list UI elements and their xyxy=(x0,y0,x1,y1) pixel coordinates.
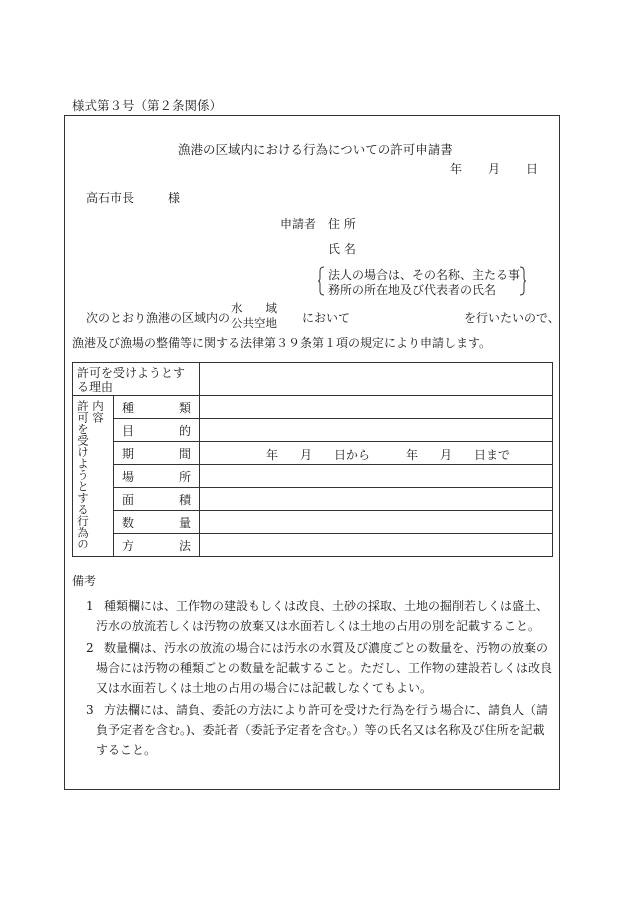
period-month1: 月 xyxy=(300,448,313,462)
purpose-input[interactable] xyxy=(200,419,553,442)
area-input[interactable] xyxy=(200,488,553,511)
place-label-cell: 場 所 xyxy=(114,465,200,488)
period-month2: 月 xyxy=(440,448,453,462)
area-label-cell: 面 積 xyxy=(114,488,200,511)
notes-heading: 備考 xyxy=(72,574,97,588)
reason-input[interactable] xyxy=(200,363,553,396)
purpose-label-cell: 目 的 xyxy=(114,419,200,442)
type-label-cell: 種 類 xyxy=(114,396,200,419)
corporate-note xyxy=(318,266,526,296)
reason-label: 許可を受けようとする理由 xyxy=(77,366,186,394)
application-table xyxy=(72,362,553,557)
body-text-1c: を行いたいので、 xyxy=(464,311,560,325)
applicant-label: 申請者 xyxy=(280,217,317,231)
recipient-honorific: 様 xyxy=(168,191,181,205)
corporate-note-line2: 務所の所在地及び代表者の氏名 xyxy=(328,283,497,297)
recipient-name: 高石市長 xyxy=(86,191,135,205)
corporate-note-line1: 法人の場合は、その名称、主たる事 xyxy=(328,268,521,282)
name-label: 氏 名 xyxy=(328,242,356,256)
date-month: 月 xyxy=(488,162,501,176)
place-input[interactable] xyxy=(200,465,553,488)
form-number: 様式第３号（第２条関係） xyxy=(72,98,223,113)
body-text-2: 漁港及び漁場の整備等に関する法律第３９条第１項の規定により申請します。 xyxy=(72,336,492,350)
type-input[interactable] xyxy=(200,396,553,419)
body-text-1a: 次のとおり漁港の区域内の xyxy=(86,311,231,325)
period-day1: 日から xyxy=(334,448,371,462)
option-water-area: 水 域 xyxy=(231,301,277,315)
form-title: 漁港の区域内における行為についての許可申請書 xyxy=(178,142,453,157)
quantity-label-cell: 数 量 xyxy=(114,511,200,534)
reason-label-cell xyxy=(73,363,200,396)
group-label-part1: 許可を受けようとする行為の xyxy=(76,400,90,550)
quantity-input[interactable] xyxy=(200,511,553,534)
method-label-cell: 方 法 xyxy=(114,534,200,557)
period-input[interactable] xyxy=(200,442,553,465)
group-label-part2: 内容 xyxy=(91,400,105,423)
date-year: 年 xyxy=(450,162,463,176)
period-year2: 年 xyxy=(406,448,419,462)
group-label-cell xyxy=(73,396,114,557)
body-text-1b: において xyxy=(302,311,351,325)
period-label-cell: 期 間 xyxy=(114,442,200,465)
period-day2: 日まで xyxy=(474,448,511,462)
date-day: 日 xyxy=(526,162,539,176)
option-public-land: 公共空地 xyxy=(231,316,277,330)
period-year1: 年 xyxy=(266,448,279,462)
method-input[interactable] xyxy=(200,534,553,557)
address-label: 住 所 xyxy=(328,217,356,231)
